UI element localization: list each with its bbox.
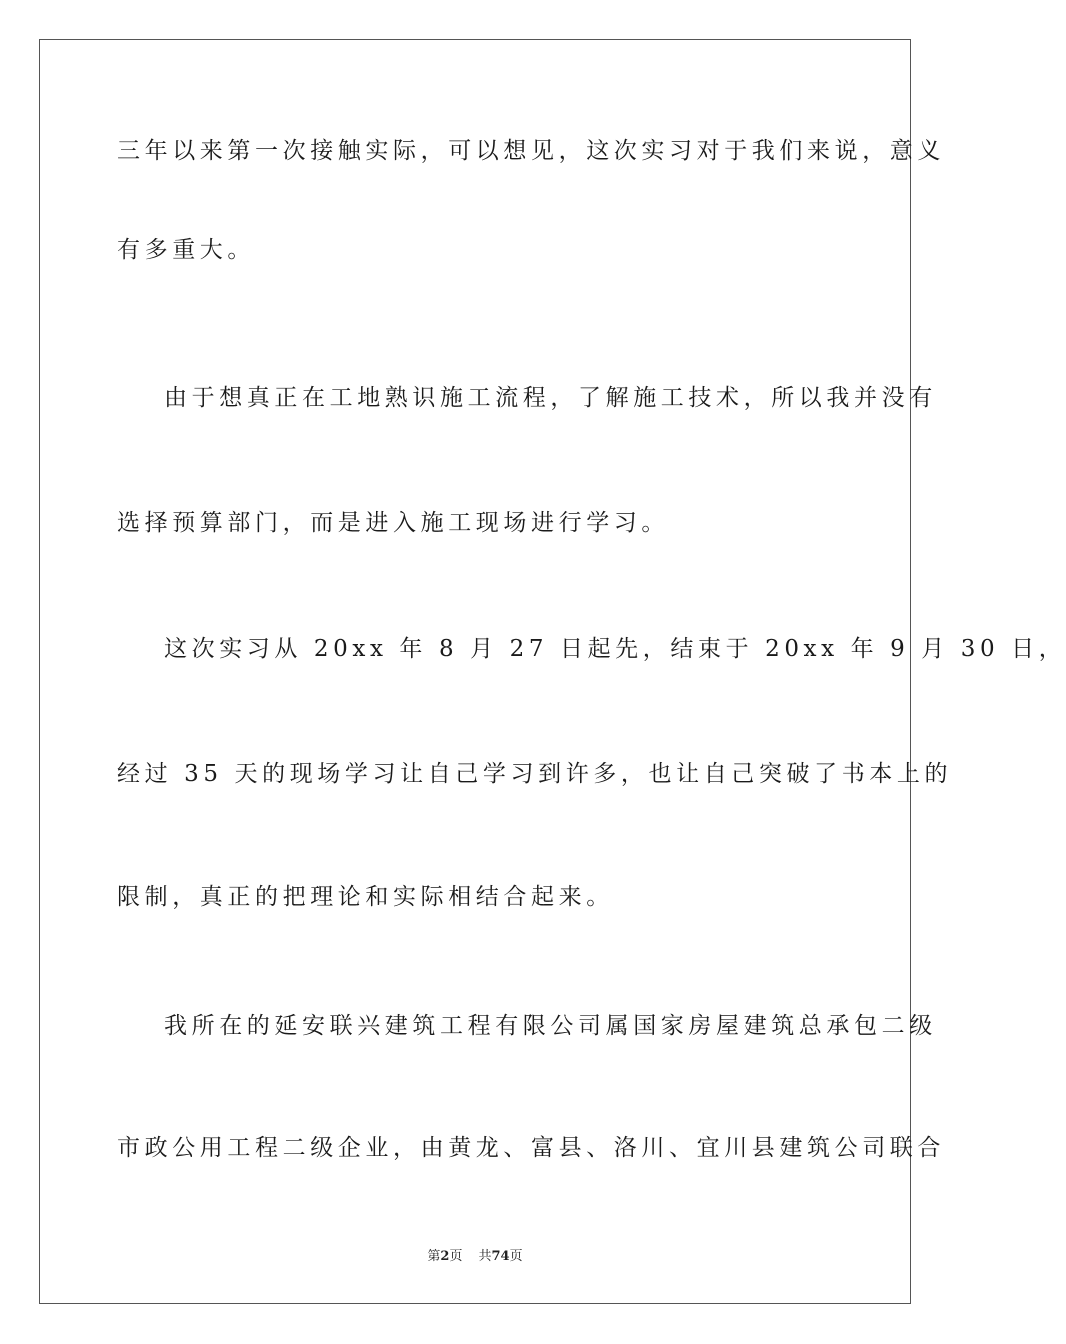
paragraph-line-9: 市政公用工程二级企业，由黄龙、富县、洛川、宜川县建筑公司联合	[117, 1135, 945, 1161]
paragraph-line-8: 我所在的延安联兴建筑工程有限公司属国家房屋建筑总承包二级	[164, 1013, 937, 1039]
paragraph-line-3: 由于想真正在工地熟识施工流程，了解施工技术，所以我并没有	[164, 385, 937, 411]
page-footer	[0, 1248, 950, 1266]
total-suffix: 页	[509, 1249, 523, 1264]
paragraph-line-7: 限制，真正的把理论和实际相结合起来。	[117, 884, 614, 910]
total-pages: 74	[491, 1249, 510, 1264]
paragraph-line-6: 经过 35 天的现场学习让自己学习到许多，也让自己突破了书本上的	[117, 761, 953, 787]
page-number: 2	[440, 1249, 450, 1264]
paragraph-line-5: 这次实习从 20xx 年 8 月 27 日起先，结束于 20xx 年 9 月 30 日，	[164, 636, 1066, 662]
page-prefix: 第	[427, 1249, 441, 1264]
page-border	[39, 39, 911, 1304]
paragraph-line-1: 三年以来第一次接触实际，可以想见，这次实习对于我们来说，意义	[117, 138, 945, 164]
total-prefix: 共	[478, 1249, 492, 1264]
page-suffix: 页	[449, 1249, 463, 1264]
paragraph-line-4: 选择预算部门，而是进入施工现场进行学习。	[117, 510, 669, 536]
paragraph-line-2: 有多重大。	[117, 237, 255, 263]
